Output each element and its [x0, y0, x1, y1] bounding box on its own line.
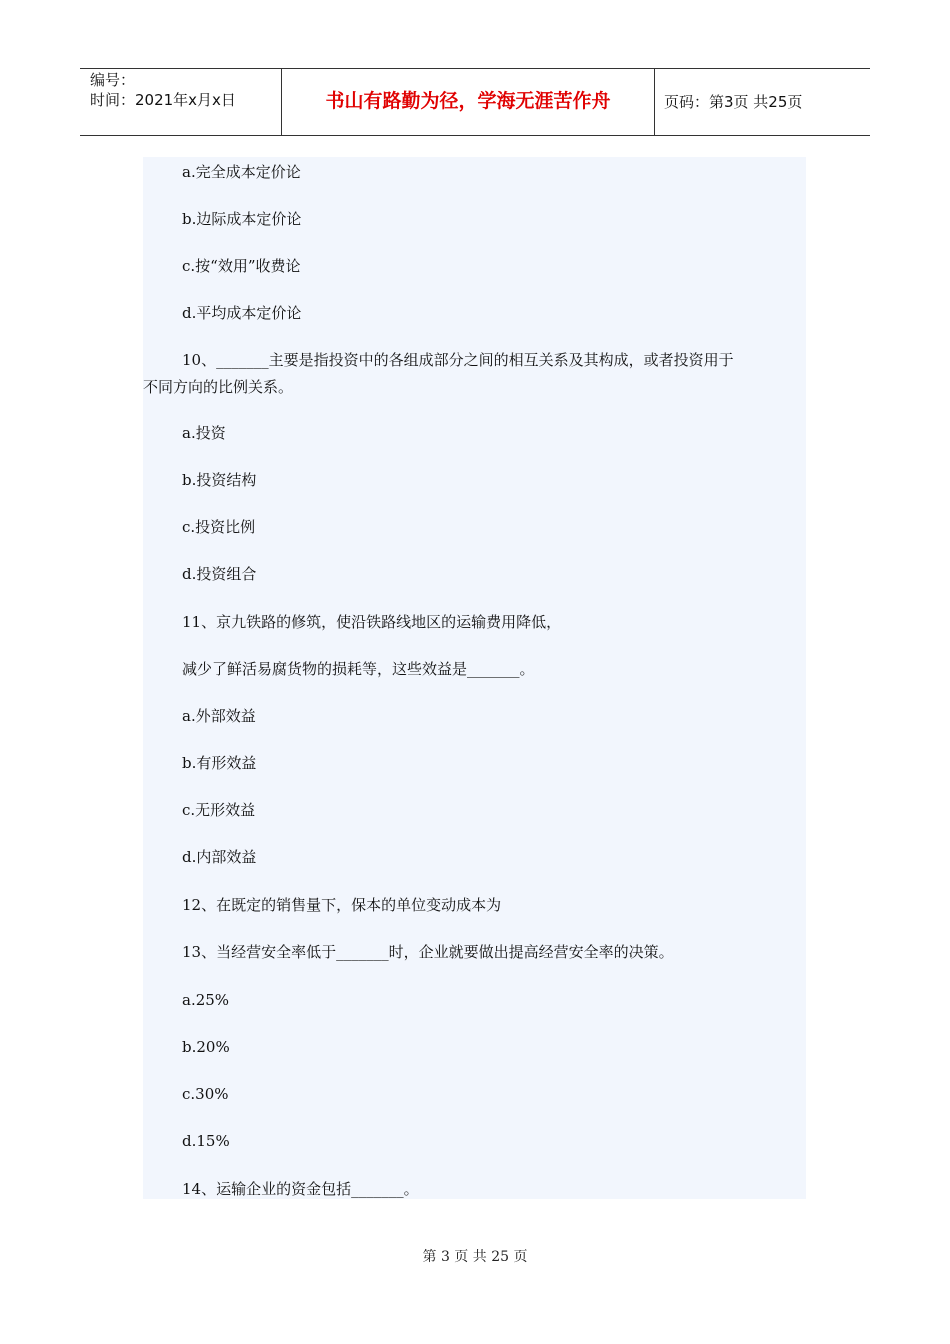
document-time-label: 时间：2021年x月x日 [90, 91, 236, 109]
option-line: d.15% [182, 1132, 230, 1150]
option-line: a.25% [182, 991, 230, 1009]
header-page-label: 页码：第3页 共25页 [664, 93, 803, 111]
option-line: a.投资 [182, 424, 226, 442]
option-line: a.完全成本定价论 [182, 163, 301, 181]
question-14: 14、运输企业的资金包括_______。 [182, 1180, 419, 1198]
option-line: d.内部效益 [182, 848, 257, 866]
header-divider-right [654, 69, 655, 136]
question-10: 10、_______主要是指投资中的各组成部分之间的相互关系及其构成，或者投资用于 [182, 351, 734, 369]
option-line: c.按“效用”收费论 [182, 257, 301, 275]
question-10-continued: 不同方向的比例关系。 [143, 378, 294, 396]
question-11: 11、京九铁路的修筑，使沿铁路线地区的运输费用降低， [182, 613, 562, 631]
option-line: b.20% [182, 1038, 230, 1056]
header-meta [90, 70, 236, 110]
option-line: b.投资结构 [182, 471, 257, 489]
question-13: 13、当经营安全率低于_______时，企业就要做出提高经营安全率的决策。 [182, 943, 674, 961]
header-top-border [80, 68, 870, 69]
option-line: c.无形效益 [182, 801, 256, 819]
option-line: d.平均成本定价论 [182, 304, 302, 322]
option-line: a.外部效益 [182, 707, 256, 725]
question-12: 12、在既定的销售量下，保本的单位变动成本为 [182, 896, 502, 914]
option-line: b.边际成本定价论 [182, 210, 302, 228]
question-11-continued: 减少了鲜活易腐货物的损耗等，这些效益是_______。 [182, 660, 535, 678]
document-number-label: 编号： [90, 71, 136, 89]
option-line: c.30% [182, 1085, 229, 1103]
header-bottom-border [80, 135, 870, 136]
header-motto: 书山有路勤为径，学海无涯苦作舟 [325, 90, 611, 112]
option-line: d.投资组合 [182, 565, 257, 583]
page-footer: 第 3 页 共 25 页 [422, 1249, 528, 1265]
option-line: b.有形效益 [182, 754, 257, 772]
option-line: c.投资比例 [182, 518, 256, 536]
